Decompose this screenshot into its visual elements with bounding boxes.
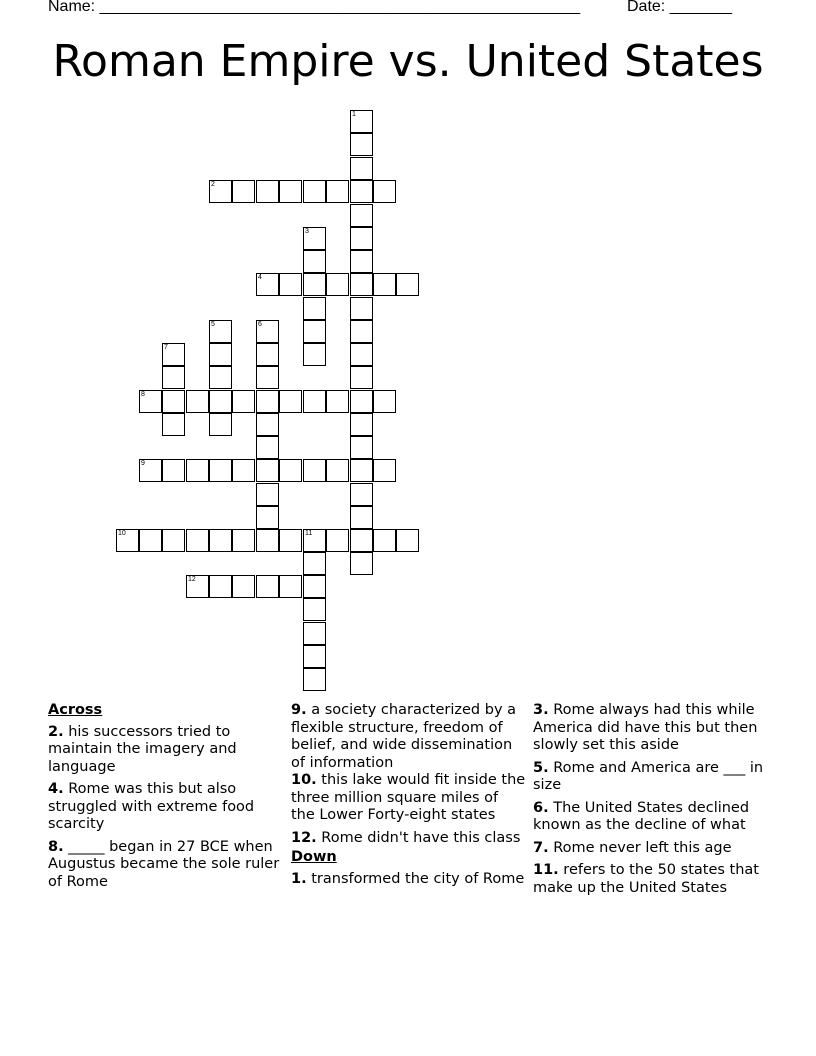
grid-cell[interactable] — [303, 668, 326, 691]
grid-cell-5[interactable] — [209, 320, 232, 343]
grid-cell[interactable] — [162, 459, 185, 482]
grid-cell[interactable] — [396, 273, 419, 296]
grid-cell[interactable] — [256, 390, 279, 413]
grid-cell[interactable] — [350, 273, 373, 296]
grid-cell-4[interactable] — [256, 273, 279, 296]
grid-cell[interactable] — [373, 180, 396, 203]
clue-across-9: 9. a society characterized by a flexible structure, freedom of belief, and wide dissemination of information — [291, 702, 517, 771]
clue-down-1: 1. transformed the city of Rome — [291, 870, 525, 887]
grid-cell[interactable] — [279, 529, 302, 552]
grid-cell[interactable] — [279, 575, 302, 598]
clue-number: 1 — [352, 111, 356, 118]
grid-cell[interactable] — [209, 575, 232, 598]
grid-cell[interactable] — [326, 459, 349, 482]
grid-cell[interactable] — [303, 297, 326, 320]
grid-cell[interactable] — [303, 575, 326, 598]
grid-cell-2[interactable] — [209, 180, 232, 203]
grid-cell[interactable] — [209, 529, 232, 552]
grid-cell[interactable] — [350, 459, 373, 482]
grid-cell[interactable] — [209, 390, 232, 413]
grid-cell[interactable] — [350, 133, 373, 156]
grid-cell[interactable] — [350, 390, 373, 413]
clue-down-5: 5. Rome and America are ___ in size — [533, 759, 764, 793]
grid-cell[interactable] — [162, 390, 185, 413]
grid-cell[interactable] — [303, 598, 326, 621]
grid-cell[interactable] — [303, 343, 326, 366]
grid-cell[interactable] — [256, 575, 279, 598]
grid-cell[interactable] — [350, 529, 373, 552]
clue-across-10: 10. this lake would fit inside the three million square miles of the Lower Forty-eight states — [291, 772, 526, 823]
grid-cell[interactable] — [279, 459, 302, 482]
grid-cell[interactable] — [396, 529, 419, 552]
clue-number: 7 — [164, 344, 168, 351]
clue-number: 11 — [305, 530, 313, 537]
grid-cell[interactable] — [350, 250, 373, 273]
clue-across-2: 2. his successors tried to maintain the imagery and language — [48, 723, 237, 775]
grid-cell[interactable] — [326, 529, 349, 552]
grid-cell[interactable] — [256, 459, 279, 482]
grid-cell[interactable] — [139, 529, 162, 552]
grid-cell-3[interactable] — [303, 227, 326, 250]
grid-cell[interactable] — [350, 297, 373, 320]
grid-cell[interactable] — [186, 459, 209, 482]
clue-across-12: 12. Rome didn't have this class — [291, 829, 521, 846]
grid-cell[interactable] — [303, 459, 326, 482]
down-heading: Down — [291, 849, 337, 865]
grid-cell-8[interactable] — [139, 390, 162, 413]
grid-cell[interactable] — [303, 320, 326, 343]
grid-cell[interactable] — [209, 459, 232, 482]
grid-cell-10[interactable] — [116, 529, 139, 552]
grid-cell[interactable] — [256, 483, 279, 506]
clue-down-11: 11. refers to the 50 states that make up the United States — [533, 862, 759, 896]
clue-across-4: 4. Rome was this but also struggled with extreme food scarcity — [48, 781, 255, 832]
grid-cell[interactable] — [350, 366, 373, 389]
grid-cell[interactable] — [256, 343, 279, 366]
clue-number: 3 — [305, 228, 309, 235]
clue-number: 8 — [141, 391, 145, 398]
grid-cell[interactable] — [256, 436, 279, 459]
grid-cell-12[interactable] — [186, 575, 209, 598]
grid-cell[interactable] — [162, 366, 185, 389]
clue-down-7: 7. Rome never left this age — [533, 839, 732, 856]
grid-cell[interactable] — [303, 180, 326, 203]
grid-cell-11[interactable] — [303, 529, 326, 552]
grid-cell[interactable] — [373, 459, 396, 482]
grid-cell[interactable] — [279, 180, 302, 203]
grid-cell[interactable] — [232, 180, 255, 203]
clue-column-2 — [291, 702, 526, 893]
clue-down-6: 6. The United States declined known as the decline of what — [533, 799, 750, 833]
grid-cell[interactable] — [303, 645, 326, 668]
grid-cell-6[interactable] — [256, 320, 279, 343]
grid-cell[interactable] — [350, 227, 373, 250]
grid-cell[interactable] — [373, 390, 396, 413]
clue-number: 10 — [118, 530, 126, 537]
grid-cell[interactable] — [350, 320, 373, 343]
name-field-label: Name: ______________________________________________________ — [48, 0, 581, 15]
clue-column-1 — [48, 702, 280, 896]
grid-cell[interactable] — [303, 622, 326, 645]
grid-cell[interactable] — [303, 250, 326, 273]
grid-cell[interactable] — [326, 273, 349, 296]
grid-cell[interactable] — [350, 343, 373, 366]
clue-number: 4 — [258, 274, 262, 281]
grid-cell[interactable] — [373, 529, 396, 552]
grid-cell[interactable] — [186, 529, 209, 552]
grid-cell[interactable] — [303, 552, 326, 575]
grid-cell[interactable] — [256, 180, 279, 203]
grid-cell[interactable] — [232, 529, 255, 552]
clue-number: 12 — [188, 576, 196, 583]
grid-cell[interactable] — [232, 459, 255, 482]
grid-cell[interactable] — [209, 366, 232, 389]
clue-number: 2 — [211, 181, 215, 188]
grid-cell-9[interactable] — [139, 459, 162, 482]
grid-cell[interactable] — [373, 273, 396, 296]
grid-cell[interactable] — [350, 157, 373, 180]
grid-cell[interactable] — [350, 413, 373, 436]
puzzle-title: Roman Empire vs. United States — [52, 36, 764, 87]
grid-cell[interactable] — [303, 273, 326, 296]
grid-cell[interactable] — [303, 390, 326, 413]
clue-number: 5 — [211, 321, 215, 328]
clue-number: 6 — [258, 321, 262, 328]
clue-across-8: 8. _____ began in 27 BCE when Augustus became the sole ruler of Rome — [48, 838, 280, 890]
grid-cell[interactable] — [209, 343, 232, 366]
grid-cell[interactable] — [162, 413, 185, 436]
grid-cell[interactable] — [162, 529, 185, 552]
clue-column-3 — [533, 702, 773, 902]
grid-cell[interactable] — [209, 413, 232, 436]
grid-cell[interactable] — [326, 180, 349, 203]
grid-cell[interactable] — [326, 390, 349, 413]
grid-cell[interactable] — [350, 436, 373, 459]
grid-cell[interactable] — [256, 413, 279, 436]
grid-cell[interactable] — [186, 390, 209, 413]
grid-cell[interactable] — [279, 390, 302, 413]
grid-cell[interactable] — [350, 506, 373, 529]
grid-cell[interactable] — [350, 552, 373, 575]
clue-number: 9 — [141, 460, 145, 467]
clue-down-3: 3. Rome always had this while America did have this but then slowly set this aside — [533, 702, 758, 753]
grid-cell[interactable] — [350, 204, 373, 227]
grid-cell[interactable] — [256, 529, 279, 552]
across-heading: Across — [48, 702, 103, 718]
grid-cell[interactable] — [232, 390, 255, 413]
grid-cell[interactable] — [350, 180, 373, 203]
grid-cell[interactable] — [232, 575, 255, 598]
grid-cell-7[interactable] — [162, 343, 185, 366]
date-field-label: Date: _______ — [627, 0, 732, 15]
grid-cell[interactable] — [279, 273, 302, 296]
grid-cell[interactable] — [350, 483, 373, 506]
grid-cell[interactable] — [256, 506, 279, 529]
grid-cell-1[interactable] — [350, 110, 373, 133]
grid-cell[interactable] — [256, 366, 279, 389]
